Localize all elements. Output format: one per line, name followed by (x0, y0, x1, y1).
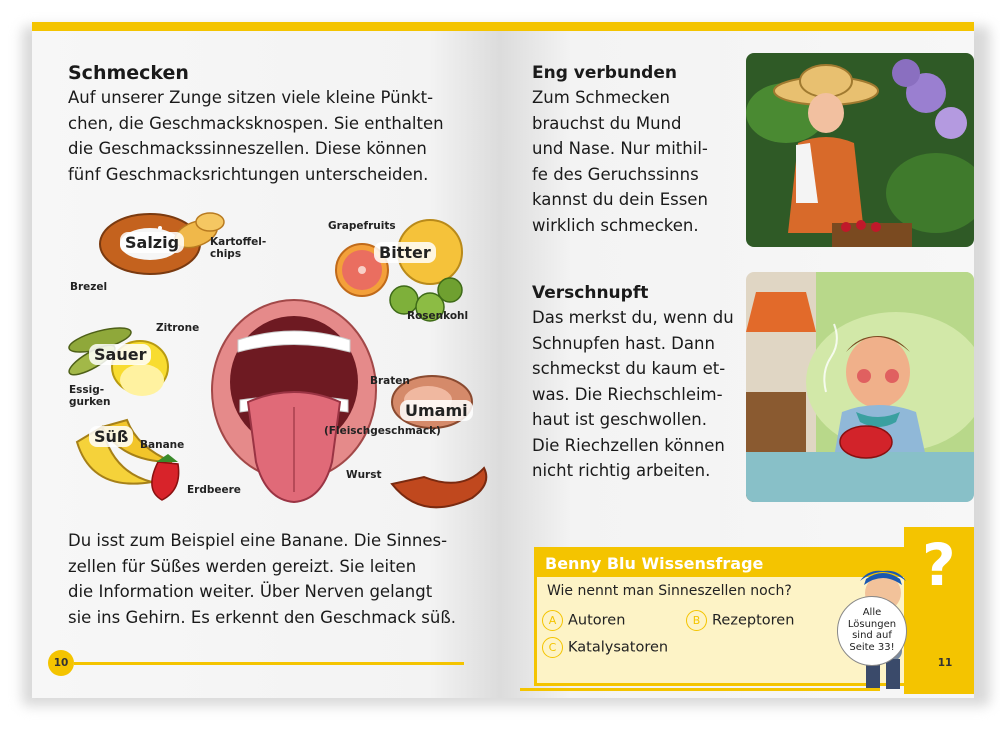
intro-text: Auf unserer Zunge sitzen viele kleine Pünkt- chen, die Geschmacksknospen. Sie enthalten die Geschmackssinneszellen. Diese können fünf Geschmacksrichtungen unterscheiden. (68, 88, 444, 184)
taste-label-suess: Süß (89, 426, 133, 447)
footer-line-right (520, 688, 880, 691)
question-mark-icon: ? (922, 531, 956, 599)
option-text: Katalysatoren (568, 639, 669, 656)
label-zitrone: Zitrone (156, 322, 200, 334)
option-letter: A (542, 610, 563, 631)
label-banane: Banane (140, 439, 185, 451)
quiz-option-c[interactable] (542, 637, 668, 658)
option-letter: C (542, 637, 563, 658)
speech-bubble (837, 596, 907, 666)
taste-label-sauer: Sauer (89, 344, 151, 365)
label-rosenkohl: Rosenkohl (407, 310, 469, 322)
umami-note: (Fleischgeschmack) (324, 425, 441, 437)
page-number-left: 10 (48, 650, 74, 676)
section-text-verschnupft: Das merkst du, wenn du Schnupfen hast. Dann schmeckst du kaum et- was. Die Riechschleim- haut ist geschwollen. Die Riechzellen können nicht richtig arbeiten. (532, 308, 734, 480)
option-text: Autoren (568, 612, 626, 629)
quiz-heading: Benny Blu Wissensfrage (537, 550, 907, 577)
quiz-question: Wie nennt man Sinneszellen noch? (547, 583, 792, 599)
label-wurst: Wurst (346, 469, 382, 481)
section-text-eng-verbunden: Zum Schmecken brauchst du Mund und Nase. Nur mithil- fe des Geruchssinns kannst du dein Essen wirklich schmecken. (532, 88, 708, 235)
sick-boy-illustration (746, 272, 974, 502)
section-title-verschnupft: Verschnupft (532, 283, 649, 303)
option-letter: B (686, 610, 707, 631)
page-number-right: 11 (932, 650, 958, 676)
label-kartoffelchips: Kartoffel- chips (210, 236, 267, 260)
roast-sausage-illustration (392, 376, 486, 507)
taste-label-bitter: Bitter (374, 242, 436, 263)
label-erdbeere: Erdbeere (187, 484, 241, 496)
girl-garden-illustration (746, 53, 974, 247)
taste-label-umami: Umami (400, 400, 473, 421)
outro-text: Du isst zum Beispiel eine Banane. Die Sinnes- zellen für Süßes werden gereizt. Sie leiten die Information weiter. Über Nerven gelangt sie ins Gehirn. Es erkennt den Geschmack süß. (68, 531, 456, 627)
page-title: Schmecken (68, 62, 189, 84)
left-page (32, 22, 500, 698)
right-page (500, 22, 974, 698)
label-essiggurken: Essig- gurken (69, 384, 111, 408)
taste-label-salzig: Salzig (120, 232, 184, 253)
footer-line-left (74, 662, 464, 665)
quiz-option-b[interactable] (686, 610, 794, 631)
section-title-eng-verbunden: Eng verbunden (532, 63, 677, 83)
label-grapefruits: Grapefruits (328, 220, 396, 232)
top-accent-bar (500, 22, 974, 31)
option-text: Rezeptoren (712, 612, 795, 629)
label-braten: Braten (370, 375, 410, 387)
quiz-option-a[interactable] (542, 610, 625, 631)
label-brezel: Brezel (70, 281, 108, 293)
speech-bubble-text: Alle Lösungen sind auf Seite 33! (847, 607, 897, 653)
